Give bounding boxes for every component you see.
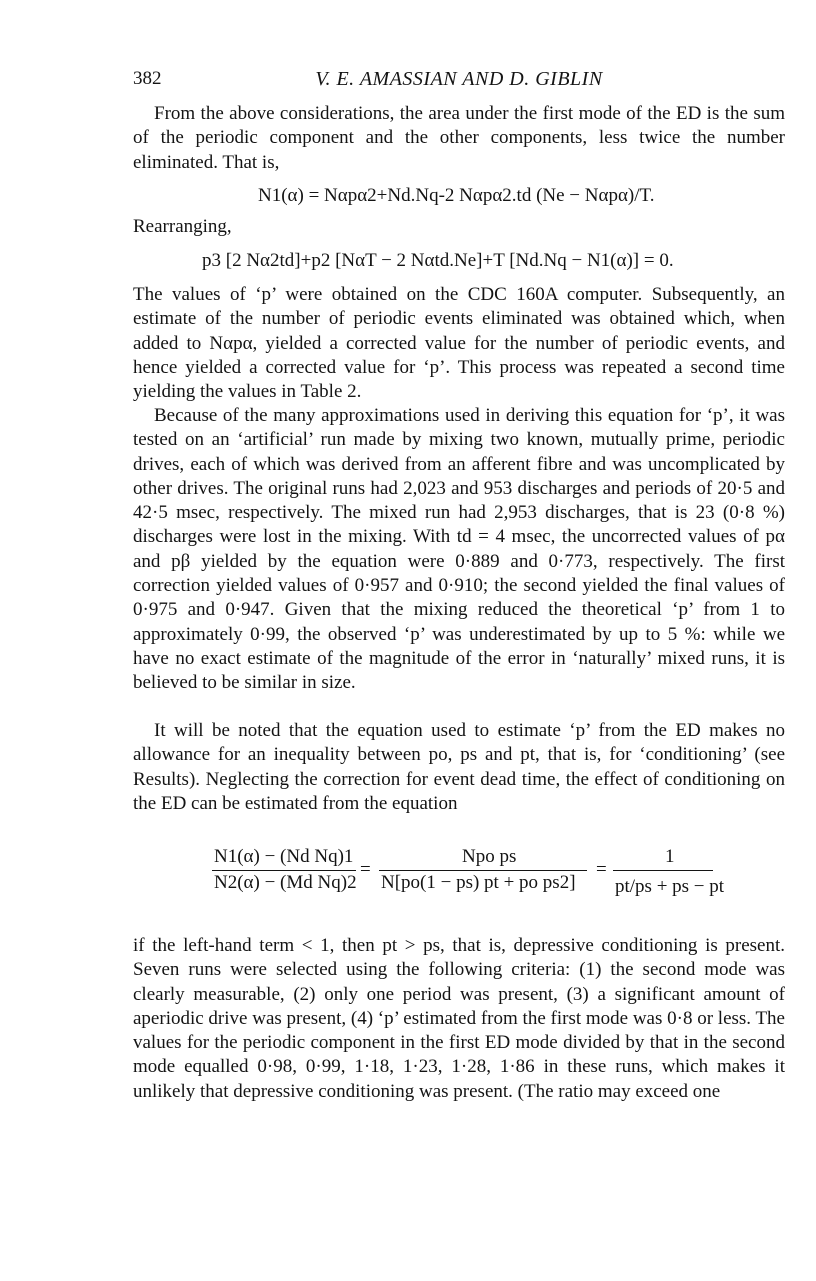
eq3-mid-numerator: Npo ps bbox=[462, 846, 517, 867]
paragraph-area-under-mode: From the above considerations, the area under the first mode of the ED is the sum of the periodic component and the other components, less twice the number eliminated. That is, bbox=[133, 103, 785, 173]
paragraph-artificial-run: Because of the many approximations used in deriving this equation for ‘p’, it was tested on an ‘artificial’ run made by mixing two known, mutually prime, periodic drives, each of which was derived from an afferent fibre and was uncomplicated by other drives. The original runs had 2,023 and 953 discharges and periods of 20·5 and 42·5 msec, respectively. The mixed run had 2,953 discharges, that is 23 (0·8 %) discharges were lost in the mixing. With td = 4 msec, the uncorrected values of pα and pβ yielded by the equation were 0·889 and 0·773, respectively. The first correction yielded values of 0·957 and 0·910; the second yielded the final values of 0·975 and 0·947. Given that the mixing reduced the theoretical ‘p’ from 1 to approximately 0·99, the observed ‘p’ was underestimated by up to 5 %: while we have no exact estimate of the magnitude of the error in ‘naturally’ mixed runs, it is believed to be similar in size. bbox=[133, 405, 785, 694]
eq3-lhs-numerator: N1(α) − (Nd Nq)1 bbox=[214, 846, 354, 867]
paragraph-depressive-conditioning: if the left-hand term < 1, then pt > ps, that is, depressive conditioning is present. Seven runs were selected using the following criteria: (1) the second mode was clearly measurable, (2) only one period was present, (3) a significant amount of aperiodic drive was present, (4) ‘p’ estimated from the first mode was 0·8 or less. The values for the periodic component in the first ED mode divided by that in the second mode equalled 0·98, 0·99, 1·18, 1·23, 1·28, 1·86 in these runs, which makes it unlikely that depressive conditioning was present. (The ratio may exceed one bbox=[133, 935, 785, 1102]
page-header bbox=[133, 68, 785, 98]
eq3-lhs-denominator: N2(α) − (Md Nq)2 bbox=[214, 872, 357, 893]
eq3-rhs-denominator: pt/ps + ps − pt bbox=[615, 876, 725, 897]
eq3-mid-denominator: N[po(1 − ps) pt + po ps2] bbox=[381, 872, 576, 893]
equation-first-mode-area: N1(α) = Nαpα2+Nd.Nq-2 Nαpα2.td (Ne − Nαpα)/T. bbox=[258, 185, 655, 206]
rearranging-label: Rearranging, bbox=[133, 216, 232, 237]
eq3-rhs-numerator: 1 bbox=[665, 846, 675, 867]
eq3-equals-2: = bbox=[596, 859, 607, 880]
running-head: V. E. AMASSIAN AND D. GIBLIN bbox=[315, 68, 603, 90]
page-number: 382 bbox=[133, 68, 162, 89]
equation-cubic-p: p3 [2 Nα2td]+p2 [NαT − 2 Nαtd.Ne]+T [Nd.Nq − N1(α)] = 0. bbox=[202, 250, 674, 271]
eq3-equals-1: = bbox=[360, 859, 371, 880]
paragraph-cdc-computer: The values of ‘p’ were obtained on the CDC 160A computer. Subsequently, an estimate of the number of periodic events eliminated was obtained which, when added to Nαpα, yielded a corrected value for the number of periodic events, and hence yielded a corrected value for ‘p’. This process was repeated a second time yielding the values in Table 2. bbox=[133, 284, 785, 403]
paragraph-conditioning: It will be noted that the equation used to estimate ‘p’ from the ED makes no allowance for an inequality between po, ps and pt, that is, for ‘conditioning’ (see Results). Neglecting the correction for event dead time, the effect of conditioning on the ED can be estimated from the equation bbox=[133, 720, 785, 814]
eq3-rhs-fraction-bar bbox=[613, 870, 713, 871]
